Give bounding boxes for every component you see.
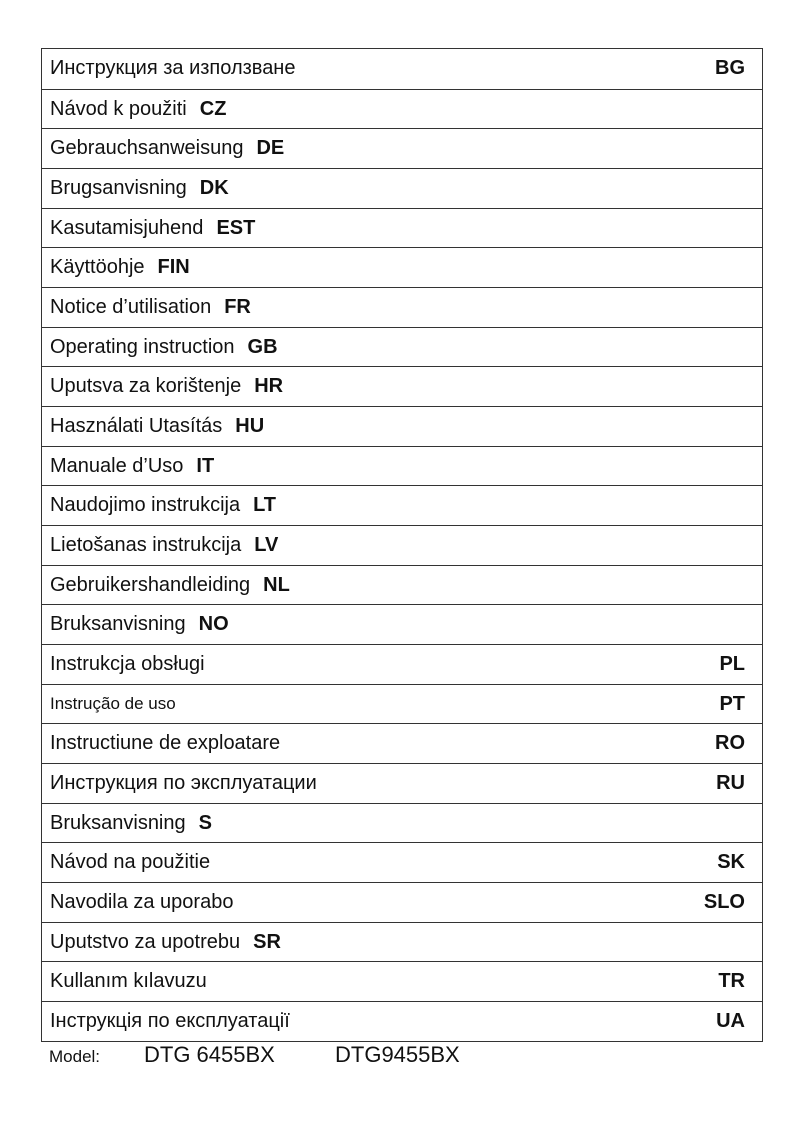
language-label: Інструкція по експлуатації: [50, 1009, 290, 1032]
language-row: [42, 922, 762, 962]
language-row: [42, 842, 762, 882]
language-label: Brugsanvisning: [50, 176, 187, 199]
language-row: [42, 128, 762, 168]
language-code: SLO: [703, 890, 745, 913]
language-code: SR: [253, 930, 281, 953]
language-row: [42, 1001, 762, 1041]
language-row: [42, 803, 762, 843]
language-label: Kullanım kılavuzu: [50, 970, 207, 993]
language-label: Használati Utasítás: [50, 414, 223, 437]
language-row: [42, 763, 762, 803]
language-code: HR: [254, 375, 284, 398]
language-row: [42, 366, 762, 406]
language-code: IT: [196, 454, 215, 477]
language-label: Návod na použitie: [50, 851, 211, 874]
language-row: [42, 287, 762, 327]
language-code: UA: [716, 1009, 745, 1032]
language-code: PL: [719, 652, 745, 675]
language-label: Käyttöohje: [50, 256, 145, 279]
language-label: Naudojimo instrukcija: [50, 494, 241, 517]
language-label: Návod k použiti: [50, 97, 187, 120]
language-code: EST: [216, 216, 256, 239]
language-code: NL: [263, 573, 290, 596]
language-row: [42, 406, 762, 446]
language-code: GB: [247, 335, 278, 358]
language-label: Instructiune de exploatare: [50, 732, 281, 755]
language-row: [42, 882, 762, 922]
language-code: TR: [718, 970, 745, 993]
language-row: [42, 327, 762, 367]
language-row: [42, 723, 762, 763]
language-code: DE: [256, 137, 285, 160]
language-code: CZ: [199, 97, 227, 120]
model-number-1: DTG 6455BX: [144, 1042, 275, 1067]
language-row: [42, 485, 762, 525]
language-row: [42, 49, 762, 89]
language-code: LV: [254, 533, 279, 556]
language-row: [42, 684, 762, 724]
language-row: [42, 247, 762, 287]
language-label: Operating instruction: [50, 335, 235, 358]
language-code: RU: [716, 771, 745, 794]
language-label: Bruksanvisning: [50, 613, 186, 636]
language-label: Gebruikershandleiding: [50, 573, 251, 596]
language-label: Navodila za uporabo: [50, 890, 234, 913]
language-label: Lietošanas instrukcija: [50, 533, 242, 556]
language-row: [42, 604, 762, 644]
language-row: [42, 89, 762, 129]
language-row: [42, 525, 762, 565]
model-number-2: DTG9455BX: [335, 1042, 460, 1067]
language-label: Uputstvo za upotrebu: [50, 930, 241, 953]
language-label: Uputsva za korištenje: [50, 375, 242, 398]
language-code: PT: [719, 692, 745, 715]
language-code: FIN: [157, 256, 190, 279]
language-table: [41, 48, 763, 1042]
language-code: FR: [224, 295, 251, 318]
language-code: LT: [253, 494, 277, 517]
language-label: Инструкция по эксплуатации: [50, 771, 317, 794]
language-label: Instrukcja obsługi: [50, 652, 205, 675]
language-label: Gebrauchsanweisung: [50, 137, 244, 160]
language-row: [42, 208, 762, 248]
model-label: Model:: [49, 1047, 101, 1066]
language-label: Instrução de uso: [50, 694, 176, 714]
language-label: Bruksanvisning: [50, 811, 186, 834]
language-row: [42, 446, 762, 486]
language-row: [42, 565, 762, 605]
language-label: Manuale d’Uso: [50, 454, 184, 477]
language-code: RO: [715, 732, 745, 755]
language-code: NO: [198, 613, 229, 636]
model-line: [49, 1042, 460, 1072]
language-label: Notice d’utilisation: [50, 295, 212, 318]
language-code: BG: [715, 57, 745, 80]
language-code: SK: [717, 851, 745, 874]
language-code: S: [198, 811, 212, 834]
language-code: DK: [199, 176, 229, 199]
language-row: [42, 961, 762, 1001]
language-label: Инструкция за използване: [50, 57, 296, 80]
language-row: [42, 644, 762, 684]
language-label: Kasutamisjuhend: [50, 216, 204, 239]
language-code: HU: [235, 414, 265, 437]
language-row: [42, 168, 762, 208]
